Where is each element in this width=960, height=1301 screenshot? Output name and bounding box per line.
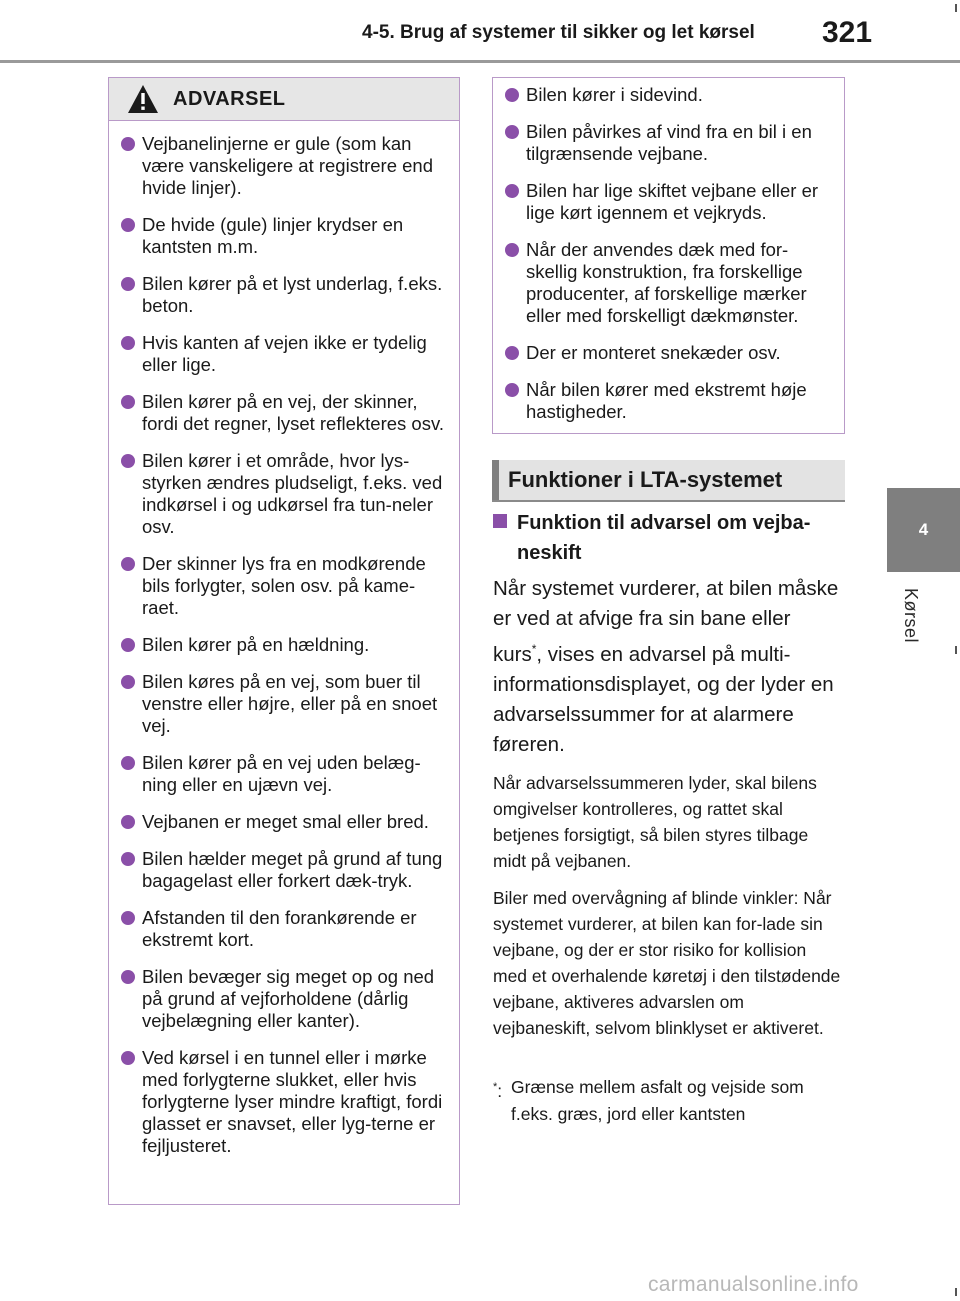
warning-continued-box: [492, 77, 845, 434]
list-item: [121, 332, 447, 376]
bullet-icon: [121, 1051, 135, 1065]
bullet-icon: [121, 911, 135, 925]
bullet-icon: [505, 125, 519, 139]
list-item-text: Bilen kører på en hældning.: [142, 634, 370, 655]
page-number: 321: [822, 16, 873, 49]
warning-list: [109, 121, 459, 1157]
bullet-icon: [505, 184, 519, 198]
list-item-text: Bilen kører på en vej, der skinner, fordi det regner, lyset reflekteres osv.: [142, 391, 444, 434]
crop-mark: [955, 4, 957, 12]
chapter-header: 4-5. Brug af systemer til sikker og let kørsel: [362, 22, 755, 43]
list-item-text: Vejbanen er meget smal eller bred.: [142, 811, 429, 832]
list-item-text: Bilen hælder meget på grund af tung bagagelast eller forkert dæk-tryk.: [142, 848, 443, 891]
list-item: [505, 121, 834, 165]
list-item-text: Bilen kører i sidevind.: [526, 84, 703, 105]
square-bullet-icon: [493, 514, 507, 528]
bullet-icon: [121, 277, 135, 291]
bullet-icon: [121, 852, 135, 866]
footnote-text: Grænse mellem asfalt og vejside som f.eks. græs, jord eller kantsten: [511, 1077, 804, 1124]
bullet-icon: [121, 970, 135, 984]
footnote-reference: *: [531, 642, 537, 656]
list-item: [505, 239, 834, 327]
list-item-text: Der er monteret snekæder osv.: [526, 342, 781, 363]
bullet-icon: [121, 395, 135, 409]
lead-paragraph: [493, 574, 843, 760]
list-item: [121, 634, 447, 656]
header-divider: [0, 60, 960, 63]
lead-text-start: Når systemet vurderer, at bilen måske er ved at afvige fra sin bane eller kurs: [493, 577, 839, 666]
body-paragraph: Når advarselssummeren lyder, skal bilens omgivelser kontrolleres, og rattet skal betjenes forsigtigt, så bilen styres tilbage midt på vejbanen.: [493, 773, 817, 871]
bullet-icon: [505, 88, 519, 102]
bullet-icon: [121, 137, 135, 151]
list-item: [121, 450, 447, 538]
list-item: [121, 553, 447, 619]
conditions-list: [493, 78, 844, 423]
list-item: [121, 671, 447, 737]
bullet-icon: [121, 675, 135, 689]
list-item-text: De hvide (gule) linjer krydser en kantsten m.m.: [142, 214, 404, 257]
body-paragraph: Biler med overvågning af blinde vinkler: Når systemet vurderer, at bilen kan for-lade sin vejbane, og der er stor risiko for kollision med et overhalende køretøj i den tilstødende vejbane, aktiveres advarslen om vejbaneskift, selvom blinklyset er aktiveret.: [493, 888, 841, 1038]
bullet-icon: [505, 383, 519, 397]
list-item: [121, 391, 447, 435]
chapter-tab-number: 4: [918, 520, 929, 539]
subheading: [493, 508, 853, 568]
list-item-text: Afstanden til den forankørende er ekstremt kort.: [142, 907, 417, 950]
bullet-icon: [505, 243, 519, 257]
footnote-marker: [493, 1074, 511, 1105]
list-item-text: Bilen køres på en vej, som buer til venstre eller højre, eller på en snoet vej.: [142, 671, 438, 736]
bullet-icon: [505, 346, 519, 360]
list-item: [505, 342, 834, 364]
list-item: [505, 180, 834, 224]
section-heading-bar: [492, 460, 499, 500]
chapter-tab-label: Kørsel: [901, 588, 921, 644]
list-item-text: Hvis kanten af vejen ikke er tydelig eller lige.: [142, 332, 427, 375]
warning-title: ADVARSEL: [173, 87, 286, 110]
footnote-colon: :: [497, 1080, 503, 1101]
list-item: [121, 1047, 447, 1157]
crop-mark: [955, 646, 957, 654]
bullet-icon: [121, 557, 135, 571]
bullet-icon: [121, 638, 135, 652]
lead-text-end: , vises en advarsel på multi-informationsdisplayet, og der lyder en advarselssummer for at alarmere føreren.: [493, 642, 834, 756]
list-item-text: Bilen kører i et område, hvor lys-styrken ændres pludseligt, f.eks. ved indkørsel i og udkørsel fra tun-neler osv.: [142, 450, 443, 537]
warning-triangle-icon: [127, 84, 159, 114]
subheading-line-1: Funktion til advarsel om vejba-: [517, 512, 811, 534]
list-item-text: Bilen bevæger sig meget op og ned på grund af vejforholdene (dårlig vejbelægning eller kanter).: [142, 966, 435, 1031]
warning-box: [108, 77, 460, 1205]
list-item-text: Når der anvendes dæk med for-skellig konstruktion, fra forskellige producenter, af forskellige mærker eller med forskelligt dækmønster.: [526, 239, 807, 326]
list-item: [121, 907, 447, 951]
list-item: [121, 811, 447, 833]
footnote: [493, 1074, 843, 1128]
list-item-text: Bilen har lige skiftet vejbane eller er lige kørt igennem et vejkryds.: [526, 180, 819, 223]
list-item: [505, 379, 834, 423]
list-item-text: Bilen kører på et lyst underlag, f.eks. beton.: [142, 273, 443, 316]
chapter-tab: [887, 488, 960, 572]
footnote-asterisk: *: [493, 1081, 498, 1093]
bullet-icon: [121, 815, 135, 829]
list-item-text: Ved kørsel i en tunnel eller i mørke med forlygterne slukket, eller hvis forlygterne lyser mindre kraftigt, fordi glasset er snavset, eller lyg-terne er fejljusteret.: [142, 1047, 443, 1156]
list-item-text: Der skinner lys fra en modkørende bils forlygter, solen osv. på kame-raet.: [142, 553, 426, 618]
list-item: [121, 848, 447, 892]
section-heading: [492, 460, 845, 502]
list-item: [505, 84, 834, 106]
list-item-text: Bilen kører på en vej uden belæg-ning eller en ujævn vej.: [142, 752, 421, 795]
list-item-text: Bilen påvirkes af vind fra en bil i en tilgrænsende vejbane.: [526, 121, 812, 164]
bullet-icon: [121, 218, 135, 232]
list-item: [121, 214, 447, 258]
bullet-icon: [121, 756, 135, 770]
list-item: [121, 966, 447, 1032]
list-item: [121, 133, 447, 199]
list-item: [121, 752, 447, 796]
list-item: [121, 273, 447, 317]
warning-header: [109, 78, 459, 121]
bullet-icon: [121, 336, 135, 350]
list-item-text: Vejbanelinjerne er gule (som kan være vanskeligere at registrere end hvide linjer).: [142, 133, 434, 198]
list-item-text: Når bilen kører med ekstremt høje hastigheder.: [526, 379, 807, 422]
section-title: Funktioner i LTA-systemet: [508, 467, 783, 492]
subheading-line-2: neskift: [517, 542, 582, 564]
bullet-icon: [121, 454, 135, 468]
watermark: carmanualsonline.info: [648, 1273, 859, 1296]
